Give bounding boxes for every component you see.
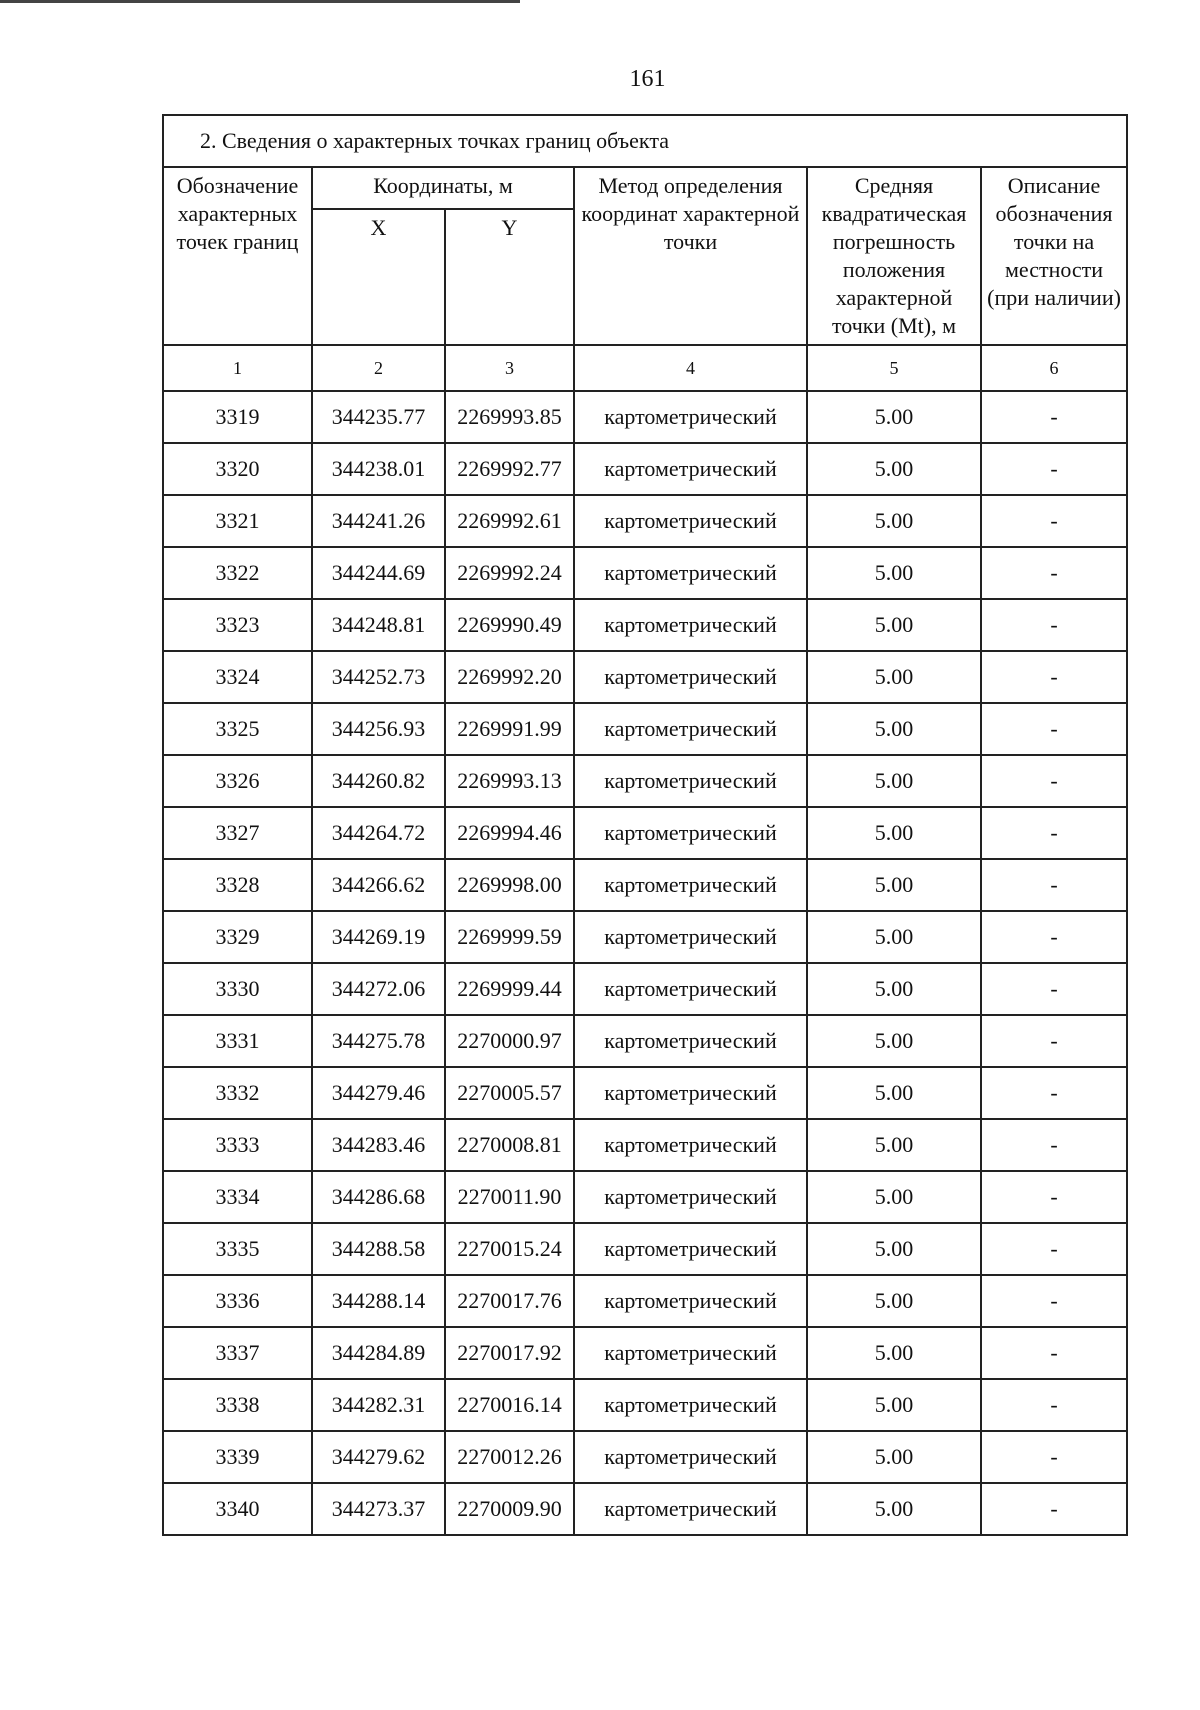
description-cell: - [981,495,1127,547]
top-edge-rule [0,0,520,3]
method-cell: картометрический [574,1223,807,1275]
coord-x-cell: 344252.73 [312,651,445,703]
description-cell: - [981,755,1127,807]
page-number: 161 [629,66,666,92]
method-cell: картометрический [574,443,807,495]
table-row [163,443,1127,495]
coord-x-cell: 344241.26 [312,495,445,547]
error-cell: 5.00 [807,1015,981,1067]
method-cell: картометрический [574,703,807,755]
error-cell: 5.00 [807,1171,981,1223]
error-cell: 5.00 [807,1067,981,1119]
table-row [163,1431,1127,1483]
coord-x-cell: 344279.46 [312,1067,445,1119]
column-number: 4 [574,345,807,391]
error-cell: 5.00 [807,1327,981,1379]
table-row [163,1119,1127,1171]
coord-y-cell: 2270017.92 [445,1327,574,1379]
coord-y-cell: 2269993.85 [445,391,574,443]
coord-x-cell: 344244.69 [312,547,445,599]
description-cell: - [981,1067,1127,1119]
coord-x-cell: 344238.01 [312,443,445,495]
method-cell: картометрический [574,1431,807,1483]
error-cell: 5.00 [807,859,981,911]
table-row [163,391,1127,443]
table-row [163,1015,1127,1067]
description-cell: - [981,963,1127,1015]
method-cell: картометрический [574,963,807,1015]
table-row [163,651,1127,703]
coord-y-cell: 2269992.77 [445,443,574,495]
coord-y-cell: 2270008.81 [445,1119,574,1171]
table-row [163,1327,1127,1379]
description-cell: - [981,1223,1127,1275]
description-cell: - [981,443,1127,495]
description-cell: - [981,911,1127,963]
point-id-cell: 3340 [163,1483,312,1535]
table-row [163,1483,1127,1535]
table-row [163,599,1127,651]
error-cell: 5.00 [807,963,981,1015]
table-body [163,391,1127,1535]
coord-x-cell: 344283.46 [312,1119,445,1171]
section-title: 2. Сведения о характерных точках границ объекта [163,115,1127,167]
description-cell: - [981,859,1127,911]
point-id-cell: 3329 [163,911,312,963]
coord-x-cell: 344284.89 [312,1327,445,1379]
description-cell: - [981,1119,1127,1171]
header-coordinates: Координаты, м [312,167,574,209]
description-cell: - [981,1275,1127,1327]
method-cell: картометрический [574,911,807,963]
description-cell: - [981,599,1127,651]
table-row [163,495,1127,547]
error-cell: 5.00 [807,1431,981,1483]
coord-y-cell: 2269992.24 [445,547,574,599]
error-cell: 5.00 [807,703,981,755]
header-description: Описание обозначения точки на местности (при наличии) [981,167,1127,345]
coord-x-cell: 344256.93 [312,703,445,755]
point-id-cell: 3324 [163,651,312,703]
point-id-cell: 3327 [163,807,312,859]
table-row [163,1223,1127,1275]
error-cell: 5.00 [807,807,981,859]
point-id-cell: 3320 [163,443,312,495]
coord-y-cell: 2270015.24 [445,1223,574,1275]
point-id-cell: 3330 [163,963,312,1015]
error-cell: 5.00 [807,1223,981,1275]
description-cell: - [981,1015,1127,1067]
header-x: X [312,209,445,345]
point-id-cell: 3332 [163,1067,312,1119]
coord-x-cell: 344286.68 [312,1171,445,1223]
coord-x-cell: 344279.62 [312,1431,445,1483]
method-cell: картометрический [574,599,807,651]
coord-y-cell: 2270000.97 [445,1015,574,1067]
coord-x-cell: 344264.72 [312,807,445,859]
point-id-cell: 3335 [163,1223,312,1275]
method-cell: картометрический [574,1119,807,1171]
coord-x-cell: 344275.78 [312,1015,445,1067]
point-id-cell: 3333 [163,1119,312,1171]
coord-y-cell: 2270012.26 [445,1431,574,1483]
table-row [163,1067,1127,1119]
coord-y-cell: 2269991.99 [445,703,574,755]
table-row [163,1171,1127,1223]
method-cell: картометрический [574,755,807,807]
column-number: 2 [312,345,445,391]
coord-x-cell: 344272.06 [312,963,445,1015]
description-cell: - [981,1379,1127,1431]
error-cell: 5.00 [807,1379,981,1431]
coord-y-cell: 2270017.76 [445,1275,574,1327]
error-cell: 5.00 [807,495,981,547]
method-cell: картометрический [574,1015,807,1067]
coord-y-cell: 2269998.00 [445,859,574,911]
table-row [163,1379,1127,1431]
error-cell: 5.00 [807,1483,981,1535]
coord-x-cell: 344260.82 [312,755,445,807]
error-cell: 5.00 [807,1275,981,1327]
header-method: Метод определения координат характерной точки [574,167,807,345]
table-row [163,547,1127,599]
coord-y-cell: 2270005.57 [445,1067,574,1119]
point-id-cell: 3331 [163,1015,312,1067]
description-cell: - [981,1171,1127,1223]
method-cell: картометрический [574,1379,807,1431]
coord-x-cell: 344266.62 [312,859,445,911]
coord-y-cell: 2270009.90 [445,1483,574,1535]
table-row [163,807,1127,859]
error-cell: 5.00 [807,599,981,651]
header-designation: Обозначение характерных точек границ [163,167,312,345]
method-cell: картометрический [574,1067,807,1119]
description-cell: - [981,391,1127,443]
header-y: Y [445,209,574,345]
point-id-cell: 3319 [163,391,312,443]
coord-y-cell: 2269999.44 [445,963,574,1015]
method-cell: картометрический [574,1483,807,1535]
coord-x-cell: 344269.19 [312,911,445,963]
header-error: Средняя квадратическая погрешность положения характерной точки (Mt), м [807,167,981,345]
method-cell: картометрический [574,495,807,547]
coord-x-cell: 344288.58 [312,1223,445,1275]
error-cell: 5.00 [807,391,981,443]
method-cell: картометрический [574,651,807,703]
coord-y-cell: 2270016.14 [445,1379,574,1431]
point-id-cell: 3337 [163,1327,312,1379]
table-row [163,963,1127,1015]
description-cell: - [981,807,1127,859]
coord-y-cell: 2269993.13 [445,755,574,807]
coord-x-cell: 344235.77 [312,391,445,443]
method-cell: картометрический [574,1275,807,1327]
description-cell: - [981,651,1127,703]
method-cell: картометрический [574,1171,807,1223]
error-cell: 5.00 [807,443,981,495]
coord-y-cell: 2270011.90 [445,1171,574,1223]
coord-x-cell: 344248.81 [312,599,445,651]
error-cell: 5.00 [807,755,981,807]
method-cell: картометрический [574,547,807,599]
coord-y-cell: 2269999.59 [445,911,574,963]
point-id-cell: 3322 [163,547,312,599]
column-number: 6 [981,345,1127,391]
table-row [163,1275,1127,1327]
coord-y-cell: 2269992.20 [445,651,574,703]
table-row [163,703,1127,755]
point-id-cell: 3323 [163,599,312,651]
error-cell: 5.00 [807,911,981,963]
description-cell: - [981,547,1127,599]
table-row [163,755,1127,807]
method-cell: картометрический [574,1327,807,1379]
error-cell: 5.00 [807,547,981,599]
description-cell: - [981,1483,1127,1535]
method-cell: картометрический [574,391,807,443]
column-number: 3 [445,345,574,391]
point-id-cell: 3334 [163,1171,312,1223]
point-id-cell: 3325 [163,703,312,755]
coord-x-cell: 344288.14 [312,1275,445,1327]
table-row [163,859,1127,911]
point-id-cell: 3339 [163,1431,312,1483]
description-cell: - [981,1327,1127,1379]
description-cell: - [981,1431,1127,1483]
point-id-cell: 3321 [163,495,312,547]
point-id-cell: 3336 [163,1275,312,1327]
column-number: 1 [163,345,312,391]
boundary-points-table [162,114,1128,1536]
method-cell: картометрический [574,807,807,859]
description-cell: - [981,703,1127,755]
point-id-cell: 3328 [163,859,312,911]
coord-y-cell: 2269990.49 [445,599,574,651]
coord-x-cell: 344273.37 [312,1483,445,1535]
column-number-row [163,345,1127,391]
coord-x-cell: 344282.31 [312,1379,445,1431]
error-cell: 5.00 [807,1119,981,1171]
table-row [163,911,1127,963]
coord-y-cell: 2269994.46 [445,807,574,859]
point-id-cell: 3338 [163,1379,312,1431]
error-cell: 5.00 [807,651,981,703]
coord-y-cell: 2269992.61 [445,495,574,547]
column-number: 5 [807,345,981,391]
method-cell: картометрический [574,859,807,911]
point-id-cell: 3326 [163,755,312,807]
